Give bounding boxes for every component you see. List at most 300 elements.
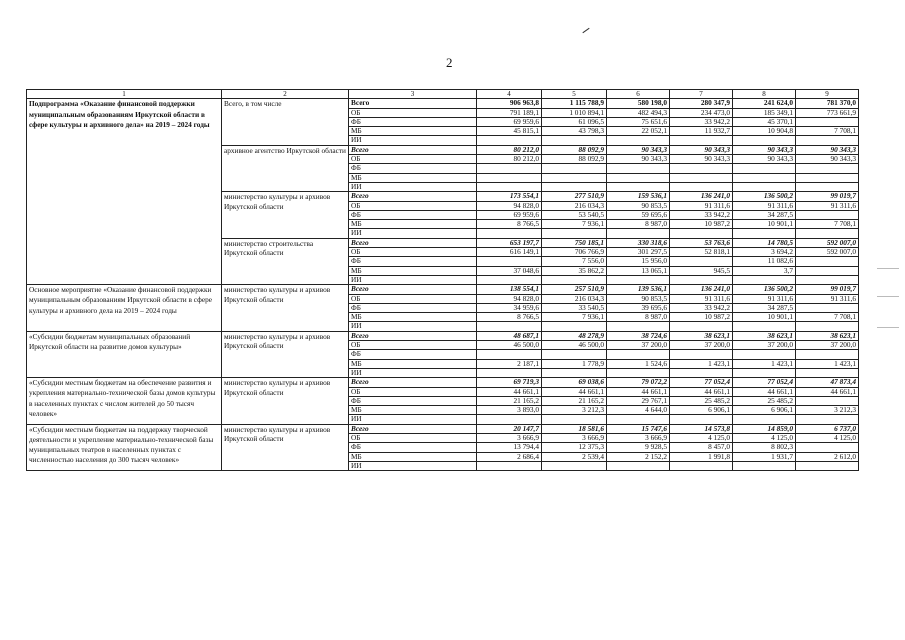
value-cell: 7 708,1 [796, 127, 859, 136]
column-header: 3 [349, 90, 477, 99]
value-cell [607, 164, 670, 173]
value-cell: 59 695,6 [607, 210, 670, 219]
value-cell: 592 007,0 [796, 238, 859, 247]
value-cell [796, 275, 859, 284]
value-cell [477, 229, 542, 238]
value-cell: 3 666,9 [542, 433, 607, 442]
funding-source: ОБ [349, 108, 477, 117]
value-cell: 7 556,0 [542, 257, 607, 266]
table-row [27, 378, 859, 387]
value-cell: 69 959,6 [477, 210, 542, 219]
value-cell [733, 461, 796, 470]
column-header: 8 [733, 90, 796, 99]
program-description: «Субсидии бюджетам муниципальных образований Иркутской области на развитие домов культуры» [27, 331, 222, 377]
value-cell: 29 767,1 [607, 396, 670, 405]
value-cell: 90 853,5 [607, 294, 670, 303]
value-cell: 46 500,0 [542, 341, 607, 350]
value-cell: 8 987,0 [607, 220, 670, 229]
value-cell: 38 623,1 [733, 331, 796, 340]
value-cell: 280 347,9 [670, 99, 733, 108]
value-cell [477, 368, 542, 377]
value-cell: 91 311,6 [670, 201, 733, 210]
value-cell: 3 212,3 [542, 406, 607, 415]
value-cell: 91 311,6 [796, 201, 859, 210]
value-cell [670, 257, 733, 266]
value-cell: 15 956,0 [607, 257, 670, 266]
funding-source: ИИ [349, 322, 477, 331]
program-description: Подпрограмма «Оказание финансовой поддержки муниципальным образованиям Иркутской области в сфере культуры и архивного дела» на 2019 – 2024 годы [27, 99, 222, 285]
value-cell: 7 708,1 [796, 313, 859, 322]
value-cell: 945,5 [670, 266, 733, 275]
value-cell [796, 266, 859, 275]
value-cell: 2 152,2 [607, 452, 670, 461]
scan-edge-mark [877, 296, 899, 297]
value-cell: 61 096,5 [542, 117, 607, 126]
scan-mark [582, 28, 589, 33]
value-cell: 11 932,7 [670, 127, 733, 136]
funding-source: ИИ [349, 415, 477, 424]
value-cell: 90 343,3 [733, 155, 796, 164]
funding-source: ОБ [349, 341, 477, 350]
value-cell: 48 687,1 [477, 331, 542, 340]
value-cell [670, 229, 733, 238]
value-cell [477, 461, 542, 470]
funding-source: ОБ [349, 433, 477, 442]
value-cell: 13 794,4 [477, 443, 542, 452]
value-cell [477, 173, 542, 182]
funding-source: ИИ [349, 182, 477, 191]
value-cell: 216 034,3 [542, 294, 607, 303]
funding-source: Всего [349, 378, 477, 387]
value-cell [542, 182, 607, 191]
value-cell [670, 461, 733, 470]
value-cell: 94 828,0 [477, 294, 542, 303]
value-cell: 90 853,5 [607, 201, 670, 210]
value-cell [542, 322, 607, 331]
funding-source: ФБ [349, 443, 477, 452]
value-cell: 45 370,1 [733, 117, 796, 126]
value-cell: 773 661,9 [796, 108, 859, 117]
value-cell: 8 766,5 [477, 313, 542, 322]
value-cell: 48 278,9 [542, 331, 607, 340]
funding-source: Всего [349, 145, 477, 154]
value-cell [796, 396, 859, 405]
value-cell: 330 318,6 [607, 238, 670, 247]
value-cell: 44 661,1 [477, 387, 542, 396]
value-cell: 90 343,3 [796, 145, 859, 154]
value-cell: 6 906,1 [670, 406, 733, 415]
value-cell: 39 695,6 [607, 303, 670, 312]
value-cell [796, 136, 859, 145]
executor-cell: министерство культуры и архивов Иркутской области [222, 192, 349, 238]
funding-source: ФБ [349, 164, 477, 173]
value-cell [607, 173, 670, 182]
value-cell: 37 048,6 [477, 266, 542, 275]
value-cell: 706 766,9 [542, 248, 607, 257]
funding-source: ФБ [349, 117, 477, 126]
value-cell: 1 991,8 [670, 452, 733, 461]
value-cell: 11 082,6 [733, 257, 796, 266]
value-cell [733, 173, 796, 182]
value-cell [733, 322, 796, 331]
funding-source: ФБ [349, 257, 477, 266]
value-cell: 1 115 788,9 [542, 99, 607, 108]
value-cell [796, 415, 859, 424]
executor-cell: министерство культуры и архивов Иркутской области [222, 285, 349, 331]
value-cell: 15 747,6 [607, 424, 670, 433]
value-cell: 18 581,6 [542, 424, 607, 433]
value-cell: 80 212,0 [477, 145, 542, 154]
value-cell: 99 019,7 [796, 285, 859, 294]
value-cell [796, 173, 859, 182]
value-cell: 90 343,3 [607, 145, 670, 154]
value-cell: 38 623,1 [670, 331, 733, 340]
value-cell: 75 651,6 [607, 117, 670, 126]
funding-source: МБ [349, 220, 477, 229]
executor-cell: министерство культуры и архивов Иркутской области [222, 424, 349, 470]
value-cell: 77 052,4 [670, 378, 733, 387]
value-cell: 616 149,1 [477, 248, 542, 257]
value-cell [607, 275, 670, 284]
value-cell: 38 623,1 [796, 331, 859, 340]
value-cell: 47 873,4 [796, 378, 859, 387]
value-cell: 44 661,1 [733, 387, 796, 396]
value-cell: 90 343,3 [796, 155, 859, 164]
value-cell: 592 007,0 [796, 248, 859, 257]
executor-cell: Всего, в том числе [222, 99, 349, 145]
value-cell [733, 350, 796, 359]
value-cell [796, 443, 859, 452]
value-cell [733, 368, 796, 377]
value-cell: 44 661,1 [796, 387, 859, 396]
budget-table [26, 89, 859, 471]
value-cell [607, 322, 670, 331]
value-cell: 781 370,0 [796, 99, 859, 108]
executor-cell: министерство строительства Иркутской области [222, 238, 349, 284]
value-cell [670, 368, 733, 377]
funding-source: Всего [349, 192, 477, 201]
value-cell [796, 164, 859, 173]
value-cell [607, 229, 670, 238]
funding-source: МБ [349, 127, 477, 136]
value-cell: 37 200,0 [796, 341, 859, 350]
value-cell: 1 931,7 [733, 452, 796, 461]
value-cell [477, 164, 542, 173]
value-cell: 791 189,1 [477, 108, 542, 117]
value-cell: 9 928,5 [607, 443, 670, 452]
value-cell: 1 423,1 [796, 359, 859, 368]
value-cell: 138 554,1 [477, 285, 542, 294]
value-cell [796, 117, 859, 126]
funding-source: Всего [349, 99, 477, 108]
value-cell [542, 229, 607, 238]
value-cell: 8 457,0 [670, 443, 733, 452]
column-header: 6 [607, 90, 670, 99]
value-cell: 34 959,6 [477, 303, 542, 312]
value-cell: 90 343,3 [733, 145, 796, 154]
value-cell: 37 200,0 [670, 341, 733, 350]
value-cell: 8 766,5 [477, 220, 542, 229]
funding-source: ОБ [349, 155, 477, 164]
scan-edge-mark [877, 268, 899, 269]
value-cell: 8 802,3 [733, 443, 796, 452]
value-cell [607, 350, 670, 359]
column-header: 1 [27, 90, 222, 99]
funding-source: МБ [349, 359, 477, 368]
column-header: 5 [542, 90, 607, 99]
value-cell: 10 987,2 [670, 313, 733, 322]
value-cell: 7 708,1 [796, 220, 859, 229]
value-cell [607, 461, 670, 470]
funding-source: ИИ [349, 136, 477, 145]
value-cell [542, 275, 607, 284]
table-row [27, 99, 859, 108]
value-cell: 44 661,1 [607, 387, 670, 396]
funding-source: Всего [349, 424, 477, 433]
funding-source: ОБ [349, 201, 477, 210]
value-cell [542, 368, 607, 377]
value-cell [542, 350, 607, 359]
value-cell: 88 092,9 [542, 155, 607, 164]
funding-source: ИИ [349, 275, 477, 284]
value-cell: 20 147,7 [477, 424, 542, 433]
column-header: 4 [477, 90, 542, 99]
value-cell [796, 303, 859, 312]
executor-cell: министерство культуры и архивов Иркутской области [222, 378, 349, 424]
value-cell: 2 539,4 [542, 452, 607, 461]
value-cell [607, 415, 670, 424]
value-cell [477, 275, 542, 284]
value-cell: 1 423,1 [670, 359, 733, 368]
value-cell [796, 368, 859, 377]
value-cell: 38 724,6 [607, 331, 670, 340]
value-cell: 53 540,5 [542, 210, 607, 219]
value-cell: 750 185,1 [542, 238, 607, 247]
funding-source: Всего [349, 238, 477, 247]
table-row [27, 424, 859, 433]
funding-source: ОБ [349, 248, 477, 257]
value-cell: 34 287,5 [733, 210, 796, 219]
funding-source: ФБ [349, 303, 477, 312]
funding-source: ИИ [349, 368, 477, 377]
value-cell [670, 136, 733, 145]
value-cell: 234 473,0 [670, 108, 733, 117]
value-cell [607, 368, 670, 377]
funding-source: ИИ [349, 461, 477, 470]
value-cell: 2 187,1 [477, 359, 542, 368]
value-cell: 33 942,2 [670, 303, 733, 312]
value-cell: 2 686,4 [477, 452, 542, 461]
value-cell: 301 297,5 [607, 248, 670, 257]
value-cell: 241 624,0 [733, 99, 796, 108]
value-cell: 185 349,1 [733, 108, 796, 117]
column-header: 7 [670, 90, 733, 99]
funding-source: МБ [349, 313, 477, 322]
value-cell: 14 573,8 [670, 424, 733, 433]
value-cell: 653 197,7 [477, 238, 542, 247]
value-cell: 1 524,6 [607, 359, 670, 368]
value-cell: 3 666,9 [607, 433, 670, 442]
value-cell: 34 287,5 [733, 303, 796, 312]
value-cell [796, 257, 859, 266]
value-cell [670, 350, 733, 359]
value-cell [607, 182, 670, 191]
value-cell: 33 942,2 [670, 117, 733, 126]
value-cell: 7 936,1 [542, 313, 607, 322]
value-cell [796, 350, 859, 359]
header-row [27, 90, 859, 99]
value-cell [477, 350, 542, 359]
value-cell: 4 125,0 [733, 433, 796, 442]
value-cell [477, 322, 542, 331]
value-cell [796, 210, 859, 219]
value-cell: 25 485,2 [733, 396, 796, 405]
value-cell: 482 494,3 [607, 108, 670, 117]
value-cell: 69 959,6 [477, 117, 542, 126]
value-cell [733, 182, 796, 191]
value-cell: 1 010 894,1 [542, 108, 607, 117]
value-cell [542, 136, 607, 145]
value-cell: 6 906,1 [733, 406, 796, 415]
value-cell [670, 415, 733, 424]
table-row [27, 285, 859, 294]
value-cell [670, 182, 733, 191]
value-cell: 10 901,1 [733, 220, 796, 229]
value-cell [542, 173, 607, 182]
value-cell: 1 423,1 [733, 359, 796, 368]
funding-source: Всего [349, 285, 477, 294]
value-cell: 4 125,0 [796, 433, 859, 442]
executor-cell: министерство культуры и архивов Иркутской области [222, 331, 349, 377]
value-cell [607, 136, 670, 145]
value-cell: 136 241,0 [670, 285, 733, 294]
value-cell: 94 828,0 [477, 201, 542, 210]
value-cell: 1 778,9 [542, 359, 607, 368]
value-cell: 173 554,1 [477, 192, 542, 201]
value-cell: 91 311,6 [733, 201, 796, 210]
value-cell [733, 136, 796, 145]
value-cell: 91 311,6 [733, 294, 796, 303]
value-cell: 136 500,2 [733, 285, 796, 294]
program-description: Основное мероприятие «Оказание финансовой поддержки муниципальным образованиям Иркутской области в сфере культуры и архивного дела на 2019 – 2024 годы [27, 285, 222, 331]
column-header: 9 [796, 90, 859, 99]
value-cell: 44 661,1 [670, 387, 733, 396]
value-cell: 10 901,1 [733, 313, 796, 322]
funding-source: ОБ [349, 294, 477, 303]
value-cell: 3,7 [733, 266, 796, 275]
value-cell: 90 343,3 [670, 155, 733, 164]
value-cell: 8 987,0 [607, 313, 670, 322]
value-cell: 33 540,5 [542, 303, 607, 312]
value-cell [796, 229, 859, 238]
value-cell: 53 763,6 [670, 238, 733, 247]
value-cell [670, 322, 733, 331]
value-cell: 77 052,4 [733, 378, 796, 387]
value-cell [542, 164, 607, 173]
value-cell: 33 942,2 [670, 210, 733, 219]
value-cell: 43 798,3 [542, 127, 607, 136]
value-cell: 3 212,3 [796, 406, 859, 415]
value-cell: 69 719,3 [477, 378, 542, 387]
value-cell: 136 241,0 [670, 192, 733, 201]
value-cell: 91 311,6 [796, 294, 859, 303]
value-cell: 159 536,1 [607, 192, 670, 201]
value-cell: 139 536,1 [607, 285, 670, 294]
value-cell [670, 164, 733, 173]
value-cell: 25 485,2 [670, 396, 733, 405]
value-cell: 3 694,2 [733, 248, 796, 257]
value-cell: 3 893,0 [477, 406, 542, 415]
funding-source: ФБ [349, 210, 477, 219]
funding-source: ОБ [349, 387, 477, 396]
value-cell: 6 737,0 [796, 424, 859, 433]
value-cell: 91 311,6 [670, 294, 733, 303]
value-cell [796, 182, 859, 191]
funding-source: МБ [349, 406, 477, 415]
value-cell: 257 510,9 [542, 285, 607, 294]
funding-source: ФБ [349, 396, 477, 405]
executor-cell: архивное агентство Иркутской области [222, 145, 349, 191]
value-cell: 88 092,9 [542, 145, 607, 154]
value-cell [542, 461, 607, 470]
value-cell [733, 275, 796, 284]
value-cell [477, 257, 542, 266]
value-cell: 45 815,1 [477, 127, 542, 136]
value-cell: 4 644,0 [607, 406, 670, 415]
value-cell [733, 229, 796, 238]
value-cell: 136 500,2 [733, 192, 796, 201]
funding-source: МБ [349, 266, 477, 275]
value-cell [542, 415, 607, 424]
value-cell: 2 612,0 [796, 452, 859, 461]
value-cell: 79 072,2 [607, 378, 670, 387]
value-cell [733, 415, 796, 424]
value-cell: 21 165,2 [542, 396, 607, 405]
value-cell: 90 343,3 [607, 155, 670, 164]
value-cell: 216 034,3 [542, 201, 607, 210]
funding-source: ИИ [349, 229, 477, 238]
funding-source: ФБ [349, 350, 477, 359]
value-cell: 35 862,2 [542, 266, 607, 275]
page-number: 2 [446, 55, 453, 70]
value-cell [477, 415, 542, 424]
value-cell: 13 065,1 [607, 266, 670, 275]
value-cell: 10 904,8 [733, 127, 796, 136]
value-cell: 46 500,0 [477, 341, 542, 350]
value-cell: 44 661,1 [542, 387, 607, 396]
value-cell: 69 038,6 [542, 378, 607, 387]
program-description: «Субсидии местным бюджетам на поддержку творческой деятельности и укрепление материально-технической базы муниципальных театров в населенных пунктах с численностью населения до 300 тысяч человек» [27, 424, 222, 470]
value-cell: 99 019,7 [796, 192, 859, 201]
value-cell: 906 963,8 [477, 99, 542, 108]
value-cell: 277 510,9 [542, 192, 607, 201]
value-cell: 580 198,0 [607, 99, 670, 108]
scan-edge-mark [877, 327, 899, 328]
value-cell: 52 818,1 [670, 248, 733, 257]
value-cell: 21 165,2 [477, 396, 542, 405]
funding-source: МБ [349, 452, 477, 461]
value-cell: 14 859,0 [733, 424, 796, 433]
value-cell: 14 780,5 [733, 238, 796, 247]
value-cell [796, 322, 859, 331]
value-cell: 4 125,0 [670, 433, 733, 442]
value-cell [670, 173, 733, 182]
value-cell: 7 936,1 [542, 220, 607, 229]
value-cell: 90 343,3 [670, 145, 733, 154]
column-header: 2 [222, 90, 349, 99]
table-row [27, 331, 859, 340]
value-cell: 10 987,2 [670, 220, 733, 229]
